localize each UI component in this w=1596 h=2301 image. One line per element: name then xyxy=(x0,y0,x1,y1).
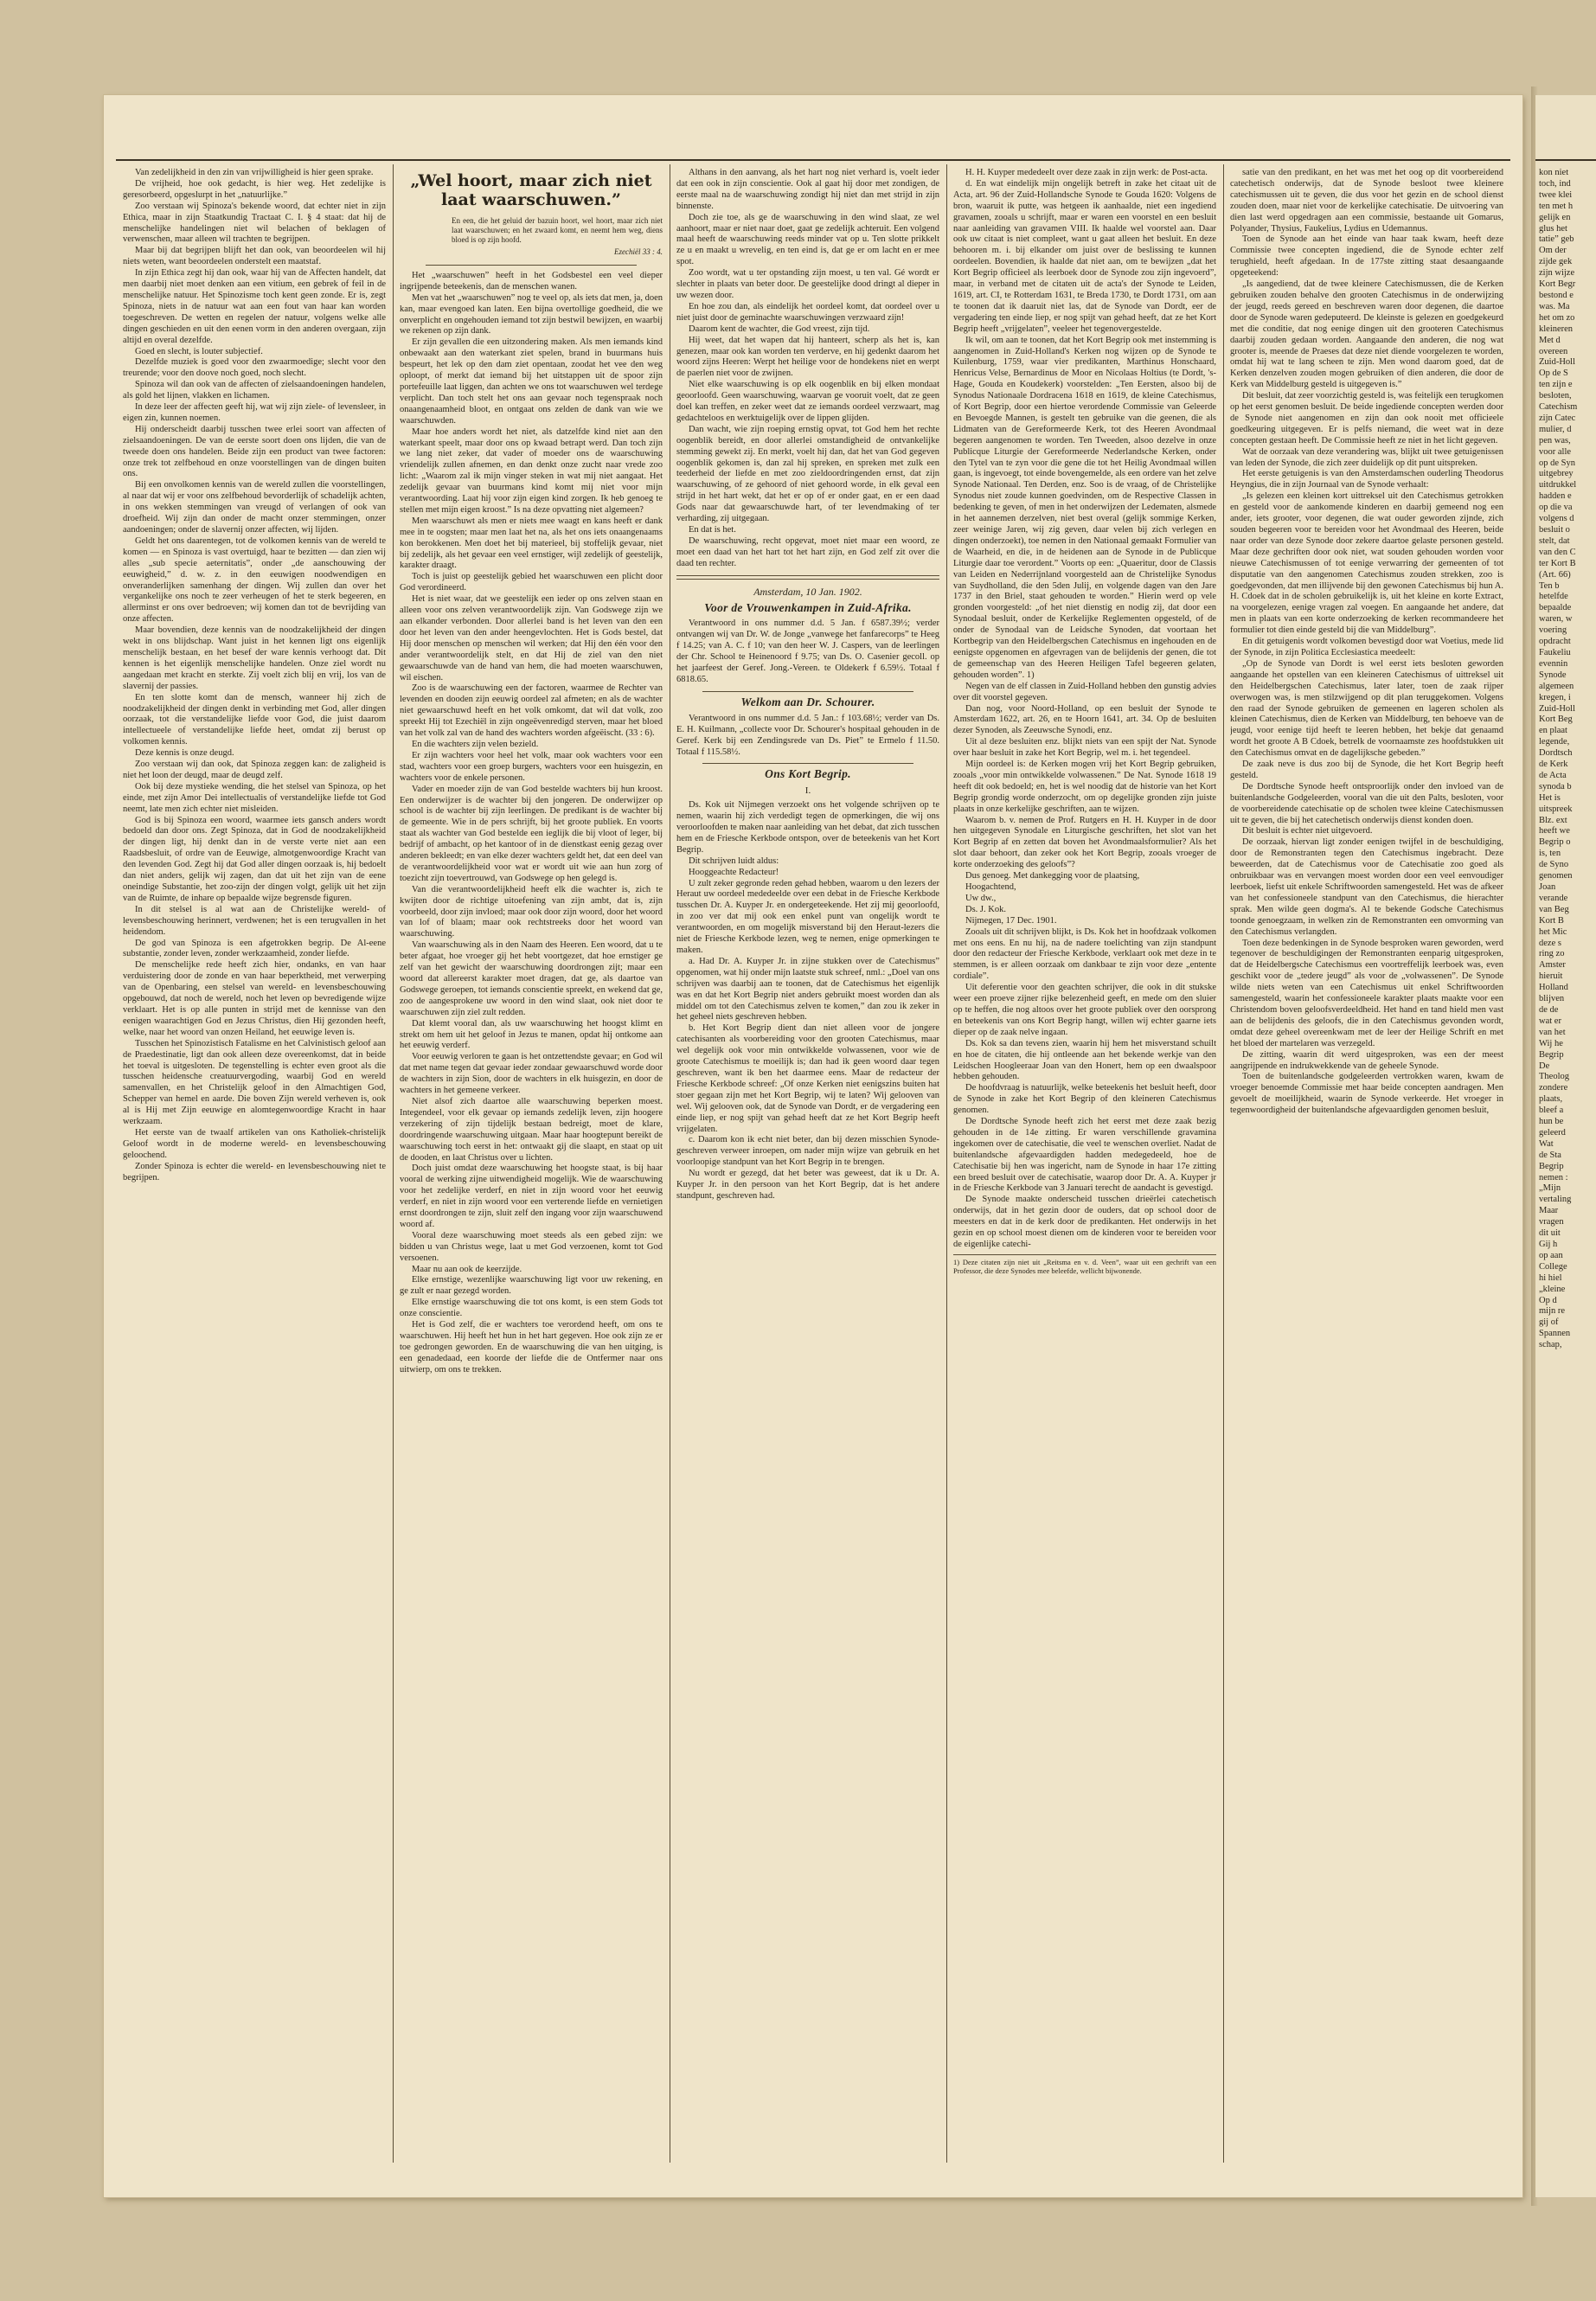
text-line-fragment: hun be xyxy=(1539,1117,1564,1127)
text-line-fragment: van Beg xyxy=(1539,904,1569,914)
paragraph: Mijn oordeel is: de Kerken mogen vrij het Kort Begrip gebruiken, zooals „voor min ontwikkelde volwassenen.” De Nat. Synode 1618 19 heeft dit ook bedoeld; en, het is wel noodig dat de historie van het Kort Begrip grondig worde onderzocht, om op degelijke gronden zijn juiste plaats in onze kerkelijke geschriften, aan te wijzen. xyxy=(953,760,1216,814)
text-line-fragment: toch, ind xyxy=(1539,178,1571,189)
column-divider-3 xyxy=(946,164,947,2163)
text-line-fragment: voor alle xyxy=(1539,446,1572,457)
paragraph: Men vat het „waarschuwen” nog te veel op, als iets dat men, ja, doen kan, maar evengoed kan laten. Een bijna overtollige goedheid, die we onverplicht en ongehouden iemand tot zijn bestwil bewijzen, en waarbij we rekenen op zijn dank. xyxy=(400,292,663,336)
column-5 xyxy=(1230,168,1503,2149)
paragraph: Dit schrijven luidt aldus: xyxy=(689,856,779,866)
next-page-column-fragment xyxy=(1539,168,1593,1351)
text-line-fragment: hadden e xyxy=(1539,491,1572,502)
text-line-fragment: Joan xyxy=(1539,882,1556,892)
text-line-fragment: ring zo xyxy=(1539,949,1565,959)
text-line-fragment: Begrip o xyxy=(1539,837,1571,848)
separator-line xyxy=(426,265,637,266)
paragraph: In zijn Ethica zegt hij dan ook, waar hij van de Affecten handelt, dat men daarbij niet moet denken aan een vitium, een gebrek of feil in de menschelijke natuur. Het Spinozisme toch kent geen zonde. Er is, zegt Spinoza, niets in de natuur wat aan een fout van haar kan worden toegeschreven. De wetten en regelen der natuur, volgens welke alle dingen geschieden en uit den eenen vorm in den anderen overgaan, zijn altijd en overal dezelfde. xyxy=(123,268,386,345)
text-line-fragment: op die va xyxy=(1539,503,1573,513)
text-line-fragment: dit uit xyxy=(1539,1228,1561,1239)
paragraph: b. Het Kort Begrip dient dan niet alleen voor de jongere catechisanten als voorbereiding voor den grooten Catechismus, maar wel degelijk ook voor min ontwikkelde volwassenen, voor wie de groote Catechismus te moeilijk is; dan had ik geen woord daar tegen geschreven, want ik ben het daarmee eens. Maar de redacteur der Friesche Kerkbode schreef: „Of onze Kerken niet eenigszins buiten hat stoer gegaan zijn met het Kort Begrip, wij te laten? Wij gelooven van wel. Wij gelooven ook, dat de Synode van Dordt, er de vergadering een einde liep, er nog spijt van gehad heeft dat ze het Kort Begrip heeft vrijgelaten. xyxy=(676,1023,939,1134)
paragraph: Deze kennis is onze deugd. xyxy=(135,748,234,759)
header-rule xyxy=(116,159,1510,161)
paragraph: Het is God zelf, die er wachters toe verordend heeft, om ons te waarschuwen. Hij heeft het hun in het hart gegeven. Hoe ook zijn ze er toe gedrongen geworden. En de waarschuwing die van hen uitging, is een genadedaad, een koorde der liefde die de Ontfermer naar ons uitwierp, om ons te trekken. xyxy=(400,1320,663,1375)
text-line-fragment: Op d xyxy=(1539,1295,1557,1305)
text-line-fragment: Maar xyxy=(1539,1206,1559,1216)
text-line-fragment: en plaat xyxy=(1539,726,1567,736)
text-line-fragment: de Acta xyxy=(1539,770,1567,780)
paragraph: Zooals uit dit schrijven blijkt, is Ds. Kok het in hoofdzaak volkomen met ons eens. En nu hij, na de nadere toelichting van zijn standpunt door den redacteur der Friesche Kerkbode, verklaart ook met deze in te stemmen, is er alleen oorzaak om dankbaar te zijn voor deze „entente cordiale”. xyxy=(953,926,1216,982)
paragraph: En die wachters zijn velen bezield. xyxy=(412,739,539,749)
paragraph: Niet elke waarschuwing is op elk oogenblik en bij elken mondaat geoorloofd. Geen waarschuwing, waarvan ge vooruit voelt, dat ze geen doel kan treffen, en zeker weet dat ze iemands oordeel verzwaart, mag gedachteloos en werktuigelijk over de lippen glijden. xyxy=(676,380,939,423)
paragraph: Goed en slecht, is louter subjectief. xyxy=(135,346,263,356)
paragraph: Spinoza wil dan ook van de affecten of zielsaandoeningen handelen, als gold het lijnen, vlakken en lichamen. xyxy=(123,380,386,401)
paragraph: Het „waarschuwen” heeft in het Godsbestel een veel dieper ingrijpende beteekenis, dan de menschen wanen. xyxy=(400,270,663,292)
text-line-fragment: Dordtsch xyxy=(1539,748,1573,759)
paragraph: Dit besluit, dat zeer voorzichtig gesteld is, was feitelijk een terugkomen op het eerst genomen besluit. De beide ingediende concepten werden door de Synode niet aangenomen en zijn dan ook nooit met officieele goedkeuring uitgegeven. Er is pelfs niemand, die weet wat in deze concepten gestaan heeft. De Commissie heeft ze niet in het licht gegeven. xyxy=(1230,391,1503,445)
text-line-fragment: vragen xyxy=(1539,1217,1564,1227)
text-line-fragment: overeen xyxy=(1539,346,1568,356)
paragraph: De waarschuwing, recht opgevat, moet niet maar een woord, ze moet een daad van het hart tot het hart zijn, en God zelf zit over die daad ten rechter. xyxy=(676,535,939,568)
paragraph: De zitting, waarin dit werd uitgesproken, was een der meest aangrijpende en indrukwekkende van de geheele Synode. xyxy=(1230,1049,1503,1071)
text-line-fragment: Op de S xyxy=(1539,369,1568,379)
paragraph: De zaak neve is dus zoo bij de Synode, die het Kort Begrip heeft gesteld. xyxy=(1230,760,1503,780)
text-line-fragment: stelt, dat xyxy=(1539,535,1570,546)
paragraph: Van die verantwoordelijkheid heeft elk die wachter is, zich te kwijten door de richtige uitoefening van zijn ambt, dat is, zijn voorbeeld, door zijn invloed; maar ook door zijn woord, door het woord van lof of blaam; maar ook rechtstreeks door het woord van waarschuwing. xyxy=(400,884,663,939)
text-line-fragment: De xyxy=(1539,1061,1550,1071)
paragraph: H. H. Kuyper mededeelt over deze zaak in zijn werk: de Post-acta. xyxy=(965,168,1208,177)
dateline: Amsterdam, 10 Jan. 1902. xyxy=(753,585,862,598)
paragraph: d. En wat eindelijk mijn ongelijk betreft in zake het citaat uit de Acta, art. 96 der Zuid-Hollandsche Synode te Gouda 1620: Volgens de bron, waaruit ik putte, was hetgeen ik aanhaalde, niet een ingediend gravamen, zooals u schrijft, maar er waren een voorstel en een besluit naar aanleiding van gravamen VIII. Ik haalde wel voorstel aan. Daar ook uw citaat is niet compleet, want u gaat alleen het besluit. En deze behooren m. i. bij elkander om juist over de beslissing te kunnen oordeelen. Bovendien, ik haalde dat niet aan, om te bewijzen „dat het Kort Begrip officieel als leerboek door de Synode zou zijn ingevoerd”, maar, in verband met de citaten uit de acta's der Synode te Leiden, 1619, art. CI, te Rotterdam 1631, te Breda 1730, te Dordt 1731, om aan te toonen dat ik daaruit niet las, dat de Synode van Dordt, eer de vergadering ten einde liep, er nog spijt van gehad heeft, dat ze het Kort Begrip heeft „vrijgelaten”, veeleer het tegenovergestelde. xyxy=(953,178,1216,334)
paragraph: En ten slotte komt dan de mensch, wanneer hij zich de noodzakelijkheid der dingen denkt in verbinding met God, aller dingen oorzaak, tot die verstandelijke liefde voor God, die juist daarom intellectueele of verstandelijke liefde heet, omdat zij berust op volkomen kennis. xyxy=(123,692,386,747)
text-line-fragment: is, ten xyxy=(1539,849,1561,859)
paragraph: Zoo is de waarschuwing een der factoren, waarmee de Rechter van levenden en dooden zijn eeuwig oordeel zal afmeten; en als de wachter niet gewaarschuwd heeft en het volk omkomt, dat wil dat volk, zoo spreekt Hij tot Ezechiël in zijn ongeëvenredigd sterven, maar het bloed van het volk zal van de hand des wachters worden afgeëischt. (33 : 6). xyxy=(400,683,663,739)
paragraph: Bij een onvolkomen kennis van de wereld zullen die voorstellingen, al naar dat wij er voor ons zelfbehoud bevorderlijk of schadelijk achten, in ons wekken stemmingen van vreugd of verlangen of ook van droefheid. Wij zijn dan onder de macht onzer stemmingen, onzer aandoeningen; onder de slavernij onzer affecten, wij lijden. xyxy=(123,480,386,535)
text-line-fragment: schap, xyxy=(1539,1340,1562,1350)
text-line-fragment: Synode xyxy=(1539,670,1567,680)
paragraph: Vooral deze waarschuwing moet steeds als een gebed zijn: we bidden u van Christus wege, laat u met God verzoenen, komt tot God versoenen. xyxy=(400,1230,663,1263)
section-heading-kort-begrip: Ons Kort Begrip. xyxy=(765,767,851,781)
paragraph: Nu wordt er gezegd, dat het beter was geweest, dat ik u Dr. A. Kuyper Jr. in den persoon van het Kort Begrip, dat is het andere standpunt, geschreven had. xyxy=(676,1169,939,1201)
paragraph: Dit besluit is echter niet uitgevoerd. xyxy=(1242,826,1373,836)
text-line-fragment: geleerd xyxy=(1539,1127,1566,1138)
text-line-fragment: glus het xyxy=(1539,223,1567,234)
text-line-fragment: kleineren xyxy=(1539,324,1574,334)
paragraph: Dus genoeg. Met dankegging voor de plaatsing, xyxy=(965,871,1140,881)
text-line-fragment: ten met h xyxy=(1539,201,1574,211)
text-line-fragment: synoda b xyxy=(1539,781,1572,792)
paragraph: Waarom b. v. nemen de Prof. Rutgers en H. H. Kuyper in de door hen uitgegeven Synodale en Liturgische geschriften, het slot van het Kort Begrip af en zetten dat boven het Avondmaalsformulier? Als het slot daar behoort, dan zeker ook het Kort Begrip, zooals vroeger de korte onderzoeking des geloofs”? xyxy=(953,815,1216,870)
paragraph: U zult zeker gegronde reden gehad hebben, waarom u den lezers der Heraut uw oordeel mededeelde over een debat in de Friesche Kerkbode tusschen Dr. A. Kuyper Jr. en ondergeteekende. Het zij mij geoorloofd, in zoo ver dat mij ook een enkel punt van ongelijk wordt te verantwoorden, en om mogelijk misverstand bij den Heraut-lezers die niet de Friesche Kerkbode lezen, weg te nemen, enige opmerkingen te maken. xyxy=(676,878,939,955)
paragraph: „Is aangediend, dat de twee kleinere Catechismussen, die de Kerken gebruiken zouden behalve den grooten Catechismus in de onderwijzing der jeugd, reeds gereed en beschreven waren door degenen, die daartoe door de Synode waren gedeputeerd. De kleinste is gelezen en goedgekeurd met die conditie, dat nog eenige dingen uit den grooteren Catechismus daarbij zouden gedaan worden. Aangaande den anderen, die nog wat grooter is, meende de Praeses dat deze niet diende voorgelezen te worden, omdat hij wat te lang scheen te zijn. Men wond daarom goed, dat de Kerken denzelven zouden mogen gebruiken of dien anderen, die door de Kerk van Middelburg gesteld is uitgegeven is.” xyxy=(1230,279,1503,390)
paragraph: Elke ernstige waarschuwing die tot ons komt, is een stem Gods tot onze conscientie. xyxy=(400,1298,663,1319)
paragraph: c. Daarom kon ik echt niet beter, dan bij dezen misschien Synode-geschreven verweer inroepen, om nader mijn wijze van gebruik en het voorloopige standpunt van het Kort Begrip in te brengen. xyxy=(676,1135,939,1168)
text-line-fragment: de Syno xyxy=(1539,860,1569,870)
text-line-fragment: Catechism xyxy=(1539,402,1578,413)
paragraph: Voor eeuwig verloren te gaan is het ontzettendste gevaar; en God wil dat met name tegen dat gevaar ieder zondaar gewaarschuwd worde door de wachters in zijn Sion, door de wachters in elk huisgezin, en door de wachters in het gemeene verkeer. xyxy=(400,1052,663,1096)
text-line-fragment: heeft we xyxy=(1539,826,1570,836)
paragraph: Dan wacht, wie zijn roeping ernstig opvat, tot God hem het rechte oogenblik bereidt, en door allerlei omstandigheid de ontvankelijke stemming gewekt zij. En merkt, voelt hij dan, dat het van God gegeven oogenblik gekomen is, dan zal hij spreken, en spreken met zulk een teederheid der liefde en met zoo zieldoordringenden ernst, dat zijn waarschuwing, of ze gehoord of niet gehoord worde, in elk geval een strijd in het hart wekt, dat het er op of er onder gaat, en er een daad Gods naar dat gewaarschuwde hart, of ter levendmaking of ter verharding, zij uitgegaan. xyxy=(676,424,939,524)
column-divider-1 xyxy=(393,164,394,2163)
paragraph: Hooggeachte Redacteur! xyxy=(689,867,779,877)
paragraph: Ds. Kok sa dan tevens zien, waarin hij hem het misverstand schuilt en hoe de citaten, die hij ontleende aan het bekende werkje van den Leidschen Hoogleeraar Joan van den Honert, hem op een dwaalspoor hebben gehouden. xyxy=(953,1038,1216,1082)
paragraph: Verantwoord in ons nummer d.d. 5 Jan.: f 103.68½; verder van Ds. E. H. Kuilmann, „collecte voor Dr. Schourer's hospitaal gehouden in de Geref. Kerk bij een Zendingsrede van Ds. Piet” te Ermelo f 11.50. Totaal f 115.58½. xyxy=(676,713,939,757)
paragraph: De oorzaak, hiervan ligt zonder eenigen twijfel in de beschuldiging, door de Remonstranten tegen den Catechismus ingebracht. Deze beweerden, dat de Catechismus voor de Catechisatie zoo goed als onbruikbaar was en vervangen moest worden door een veel eenvoudiger leerboek, liefst uit enkele Schriftwoorden samengesteld. Het was de afkeer van het confessioneele standpunt van den Catechismus, die hierachter sprak. Men wilde geen dogma's. Al te bekende Godsche Catechismus toonde genoegzaam, in welken zin de Remonstranten een omvorming van den Catechismus verlangden. xyxy=(1230,837,1503,937)
text-line-fragment: opdracht xyxy=(1539,637,1571,647)
text-line-fragment: kregen, i xyxy=(1539,692,1571,702)
text-line-fragment: mulier, d xyxy=(1539,424,1572,434)
text-line-fragment: zondere xyxy=(1539,1083,1568,1093)
text-line-fragment: op de Syn xyxy=(1539,458,1575,468)
paragraph: Althans in den aanvang, als het hart nog niet verhard is, voelt ieder dat een ook in zijn conscientie. Ook al gaat hij door met zondigen, de eerste maal na de waarschuwing zondigt hij niet dan met strijd in zijn binnenste. xyxy=(676,168,939,211)
column-divider-4 xyxy=(1223,164,1224,2163)
paragraph: De Dordtsche Synode heeft zich het eerst met deze zaak bezig gehouden in de 14e zitting. Er waren verschillende gravamina ingekomen over de catechisatie, die veel te wenschen overliet. Nadat de buitenlandsche afgevaardigden hadden medegedeeld, hoe de Catechisatie bij hen was ingericht, nam de Synode in haar 17e zitting een breed besluit over de catechisatie, waarop door Dr. A. A. Kuyper jr in de Friesche Kerkbode van 3 Januari terecht de aandacht is gevestigd. xyxy=(953,1117,1216,1194)
newspaper-page xyxy=(104,95,1522,2197)
paragraph: Ook bij deze mystieke wending, die het stelsel van Spinoza, op het einde, met zijn Amor Dei intellectualis of verstandelijke liefde tot God neemt, late men zich echter niet misleiden. xyxy=(123,781,386,814)
text-line-fragment: voering xyxy=(1539,625,1567,636)
separator-double-line xyxy=(676,575,939,580)
separator-line xyxy=(702,763,913,764)
text-line-fragment: Met d xyxy=(1539,335,1561,345)
text-line-fragment: bepaalde xyxy=(1539,603,1572,613)
article-headline: „Wel hoort, maar zich niet laat waarschuwen.” xyxy=(410,171,652,209)
paragraph: De god van Spinoza is een afgetrokken begrip. De Al-eene substantie, zonder leven, zonder werkzaamheid, zonder liefde. xyxy=(123,938,386,959)
text-line-fragment: Spannen xyxy=(1539,1329,1571,1339)
paragraph: Zoo verstaan wij Spinoza's bekende woord, dat echter niet in zijn Ethica, maar in zijn Staatkundig Tractaat C. I. § 4 staat: dat hij de menschelijke handelingen niet wil belachen of beklagen of verwenschen, maar alleen wil trachten te begrijpen. xyxy=(123,201,386,245)
text-line-fragment: Holland xyxy=(1539,983,1568,993)
text-line-fragment: besloten, xyxy=(1539,391,1572,401)
text-line-fragment: pen was, xyxy=(1539,435,1571,445)
text-line-fragment: waren, w xyxy=(1539,614,1573,625)
text-line-fragment: nemen : xyxy=(1539,1172,1568,1183)
text-line-fragment: legende, xyxy=(1539,737,1570,747)
paragraph: In dit stelsel is al wat aan de Christelijke wereld- of levensbeschouwing herinnert, verdwenen; het is een terugvallen in het heidendom. xyxy=(123,904,386,937)
section-heading-schourer: Welkom aan Dr. Schourer. xyxy=(740,695,875,708)
text-line-fragment: op aan xyxy=(1539,1250,1563,1260)
column-2 xyxy=(400,168,663,2149)
paragraph: De Dordtsche Synode heeft ontsproorlijk onder den invloed van de buitenlandsche Godgeleerden, vooral van die uit den Palts, besloten, voor de voorbereidende catechisatie op de scholen twee kleine Catechismussen uit te geven, die bij het catechetisch onderwijs dienst konden doen. xyxy=(1230,781,1503,825)
paragraph: Maar bovendien, deze kennis van de noodzakelijkheid der dingen wekt in ons blijdschap. Want juist in het kennen ligt ons eigenlijk menschelijk bestaan, en het besef der ware kennis verhoogt dat. Dit kennen is het eigenlijk menschelijke handelen. Onze ziel wordt nu aangedaan met kracht en sterkte. Zij voelt zich blij en vrij, los van de slavernij der passies. xyxy=(123,625,386,691)
paragraph: Doch juist omdat deze waarschuwing het hoogste staat, is bij haar vooral de werking zijne uitwendigheid mogelijk. Wie de waarschuwing voor het zedelijke verderf, en niet in zijn woord voor het eeuwig verderf, en niet in zijn woord voor een verterende liefde en vernietigen ernst doordrongen te zijn, sluit zelf den ingang voor zijn waarschuwend woord af. xyxy=(400,1163,663,1229)
paragraph: Geldt het ons daarentegen, tot de volkomen kennis van de wereld te komen — en Spinoza is vast overtuigd, haar te bezitten — dan zien wij alles „sub specie aeternitatis”, onder „de aanschouwing der eeuwigheid,” d. w. z. in den eeuwigen noodwendigen en onveranderlijken samenhang der dingen. Wij zullen dan over het vergankelijke ons noch te zeer verheugen of het te sterk begeeren, en allerminst er ons over bedroeven; wij komen dan tot de bevrijding van onze affecten. xyxy=(123,535,386,625)
text-line-fragment: ter Kort B xyxy=(1539,558,1576,568)
text-line-fragment: Gij h xyxy=(1539,1240,1558,1249)
text-line-fragment: Ten b xyxy=(1539,580,1560,591)
paragraph: Zonder Spinoza is echter die wereld- en levensbeschouwing niet te begrijpen. xyxy=(123,1161,386,1183)
text-line-fragment: deze s xyxy=(1539,938,1561,948)
paragraph: God is bij Spinoza een woord, waarmee iets gansch anders wordt bedoeld dan door ons. Zegt Spinoza, dat in God de noodzakelijkheid der dingen ligt, hij denkt dan in de verste verte niet aan een Raadsbesluit, of ordre van de Eeuwige, almotgenwoordige Kracht van den levenden God. Zegt hij dat God aller dingen oorzaak is, hij bedoelt dan niet anders, gelijk wij zagen, dan dat uit het zijn van de eene oneindige Substantie, het zoo-zijn der dingen volgt, gelijk uit het zijn van de Ruimte, de inhare op bepaalde wijze begrensde figuren. xyxy=(123,815,386,903)
text-line-fragment: van den C xyxy=(1539,547,1576,557)
paragraph: „Is gelezen een kleinen kort uittreksel uit den Catechismus getrokken en gesteld voor de aankomende kinderen en daarbij gemeend nog een ander, iets grooter, voor degenen, die wat ouder geworden zijnde, zich souden begeeren voor te bereiden voor het Avondmaal des Heeren, beide naar order van deze Synode door zekere daartoe gelaste personen gesteld. Maar deze gechriften door ook niet, wat souden gehouden worden voor nieuwe Catechismussen of tot eenige verwarring der gemeenten of tot disputatie van den aangenomen Catechismus zouden strekken, zoo is goedgevonden, dat men illijvende bij den gewonen Catechismus bij hun A. H. Cdoek dat in de scholen gebruikelijk is, uit het kleine en korte Extract, na voorgelezen, eenige vragen zal voegen. En aangaande het andere, dat men in plaats van een korte onderzoeking de kerken recommandeere het formulier tot dien einde gesteld bij die van Middelburg”. xyxy=(1230,491,1503,636)
paragraph: Hij weet, dat het wapen dat hij hanteert, scherp als het is, kan genezen, maar ook kan worden ten verderve, en hij gedenkt daarom het woord zijns Heeren: Werpt het heilige voor de hondekens niet en werpt de paerlen niet voor de zwijnen. xyxy=(676,335,939,379)
next-page-edge xyxy=(1535,95,1596,2197)
text-line-fragment: Kort Begr xyxy=(1539,279,1576,290)
section-number: I. xyxy=(804,785,811,797)
paragraph: Hoogachtend, xyxy=(965,882,1016,892)
text-line-fragment: bestond e xyxy=(1539,290,1574,300)
text-line-fragment: Wij he xyxy=(1539,1038,1563,1048)
paragraph: Ds. J. Kok. xyxy=(965,904,1006,914)
paragraph: Er zijn gevallen die een uitzondering maken. Als men iemands kind onbewaakt aan den waterkant ziet spelen, brand in buurmans huis bespeurt, het lek op den dam ziet opentaan, zoodat het vee den weg oploopt, of merkt dat iemand bij het uitstappen uit de spoor zijn portefeuille laat liggen, dan achten we ons tot waarschuwen wel terdege verplicht. Dan toch stelt het ons aan gevaar noch tegenspraak noch onaangenaamheid bloot, en ontgaat ons zelden de dank van wie we waarschuwden. xyxy=(400,337,663,426)
paragraph: Dan nog, voor Noord-Holland, op een besluit der Synode te Amsterdam 1622, art. 26, en te Hoorn 1641, art. 34. Op de besluiten dezer Synoden, als Zeeuwsche Synodi, enz. xyxy=(953,703,1216,736)
paragraph: Daarom kent de wachter, die God vreest, zijn tijd. xyxy=(689,324,870,334)
paragraph: In deze leer der affecten geeft hij, wat wij zijn ziele- of levensleer, in eigen zin, kunnen noemen. xyxy=(123,402,386,423)
paragraph: Toen deze bedenkingen in de Synode besproken waren geworden, werd tegenover de beschuldigingen der Remonstranten eenparig uitgesproken, dat de Heidelbergsche Catechismus een voortreffelijk leerboek was, even geschikt voor de „tedere jeugd” als voor de „volwassenen”. De Synode wilde niets weten van een Catechismus uit enkel Schriftwoorden samengesteld, waarin het confessioneele karakter plaats maakte voor een Christendom boven geloofsverdeeldheid. Het hand en tand hield men vast aan de belijdenis des geloofs, die in den Catechismus gevonden wordt, omdat deze geheel overeenkwam met de leer der Heilige Schrift en met het bloed der martelaren was verzegeld. xyxy=(1230,938,1503,1048)
text-line-fragment: gelijk en xyxy=(1539,212,1571,222)
paragraph: Het eerste getuigenis is van den Amsterdamschen ouderling Theodorus Heyngius, die in zijn Journaal van de Synode verhaalt: xyxy=(1230,469,1503,490)
paragraph: Uit al deze besluiten enz. blijkt niets van een spijt der Nat. Synode over haar besluit in zake het Kort Begrip, wel m. i. het tegendeel. xyxy=(953,737,1216,759)
paragraph: Hij onderscheidt daarbij tusschen twee erlei soort van affecten of zielsaandoeningen. De van de eerste soort doen ons lijden, die van de tweede doen ons handelen. Beide zijn een product van twee factoren: onze trek tot zelfbehoud en onze voorstellingen van de dingen buiten ons. xyxy=(123,424,386,479)
text-line-fragment: hi hiel xyxy=(1539,1272,1562,1283)
paragraph: Tusschen het Spinozistisch Fatalisme en het Calvinistisch geloof aan de Praedestinatie, ligt dan ook alleen deze overeenkomst, dat in beide het toeval is uitgesloten. De tegenstelling is echter even groot als die tusschen heidensche creatuurvergoding, waarbij God en wereld samenvallen, en het Christelijk geloof in den Almachtigen God, Schepper van hemel en aarde. Die boven Zijn wereld verheven is, ook al is Hij met Zijn eeuwige en alomtegenwoordige Kracht in haar werkzaam. xyxy=(123,1038,386,1127)
paragraph: Uw dw., xyxy=(965,893,997,903)
text-line-fragment: volgens d xyxy=(1539,514,1574,524)
text-line-fragment: Theolog xyxy=(1539,1072,1569,1082)
text-line-fragment: evennin xyxy=(1539,658,1568,669)
text-line-fragment: Kort Beg xyxy=(1539,715,1573,725)
paragraph: Vader en moeder zijn de van God bestelde wachters bij hun kroost. Een onderwijzer is de wachter bij den jongeren. De onderwijzer op school is de wachter bij zijn leerlingen. De predikant is de wachter bij de gemeente. Wie in de pers schrijft, bij het groote publiek. En voorts staat als wachter van God bestelde een ieglijk die bij vloot of leger, bij bedrijf of ambacht, op het kantoor of in de dienstkast eenig gezag over anderen bekleedt; en van elke dezer wachters geldt het, dat een deel van de verantwoordelijkheid voor wat er wordt uit wie aan hun zorg of toezicht zijn toevertrouwd, van Godswege op hen gelegd is. xyxy=(400,784,663,883)
paragraph: Toen de buitenlandsche godgeleerden vertrokken waren, kwam de vroeger benoemde Commissie met haar beide concepten aandragen. Men gevoelt de moeilijkheid, waarin de Synode verkeerde. Het vroeger in tegenwoordigheid der buitenlandsche afgevaardigden genomen besluit, xyxy=(1230,1072,1503,1116)
paragraph: Verantwoord in ons nummer d.d. 5 Jan. f 6587.39½; verder ontvangen wij van Dr. W. de Jonge „vanwege het fanfarecorps” te Heeg f 14.25; van A. C. f 10; van den heer W. J. Caspers, van de leerlingen der Chr. School te Heinenoord f 9.75; van Ds. O. Casenier gecoll. op het jaarfeest der Geref. Jong.-Vereen. te Oldekerk f 6.59½. Totaal f 6818.65. xyxy=(676,619,939,684)
paragraph: Het eerste van de twaalf artikelen van ons Katholiek-christelijk Geloof wordt in de moderne wereld- en levensbeschouwing geloochend. xyxy=(123,1127,386,1160)
text-line-fragment: College xyxy=(1539,1261,1567,1272)
paragraph: Dezelfde muziek is goed voor den zwaarmoedige; slecht voor den treurende; voor den doove noch goed, noch slecht. xyxy=(123,357,386,379)
text-line-fragment: Begrip xyxy=(1539,1049,1564,1060)
text-line-fragment: Het is xyxy=(1539,792,1561,803)
section-heading-vrouwenkampen: Voor de Vrouwenkampen in Zuid-Afrika. xyxy=(704,600,912,614)
text-line-fragment: het om zo xyxy=(1539,312,1575,323)
paragraph: Toen de Synode aan het einde van haar taak kwam, heeft deze Commissie twee concepten ingediend, die de Synode echter zelf terughield, heeft afgedaan. In de 177ste zitting staat desaangaande opgeteekend: xyxy=(1230,234,1503,279)
next-page-header-rule xyxy=(1535,159,1596,161)
paragraph: Er zijn wachters voor heel het volk, maar ook wachters voor een stad, wachters voor een groep burgers, wachters voor een huisgezin, en wachters voor de enkele personen. xyxy=(400,750,663,783)
paragraph: Nijmegen, 17 Dec. 1901. xyxy=(965,915,1057,926)
text-line-fragment: algemeen xyxy=(1539,681,1574,691)
paragraph: Niet alsof zich daartoe alle waarschuwing beperken moest. Integendeel, voor elk gevaar op iemands zedelijk leven, zijn hoogere verzekering of zijn tijdelijk bestaan bedreigt, moet de klare, doordringende waarschuwing uitgaan. Maar haar hoogtepunt bereikt de waarschuwing toch eerst in het: ontwaakt gij die slaapt, en staat op uit de dooden, en laat Christus over u lichten. xyxy=(400,1096,663,1163)
text-line-fragment: het Mic xyxy=(1539,926,1567,937)
text-line-fragment: van het xyxy=(1539,1027,1566,1037)
text-line-fragment: tatie” geb xyxy=(1539,234,1574,245)
paragraph: Elke ernstige, wezenlijke waarschuwing ligt voor uw rekening, en ge zult er naar gezegd worden. xyxy=(400,1275,663,1297)
text-line-fragment: twee klei xyxy=(1539,189,1573,200)
paragraph: En hoe zou dan, als eindelijk het oordeel komt, dat oordeel over u niet juist door de geminachte waarschuwingen verzwaard zijn! xyxy=(676,301,939,323)
paragraph: Zoo verstaan wij dan ook, dat Spinoza zeggen kan: de zaligheid is niet het loon der deugd, maar de deugd zelf. xyxy=(123,760,386,780)
text-line-fragment: Zuid-Holl xyxy=(1539,703,1575,714)
text-line-fragment: uitdrukkel xyxy=(1539,480,1577,490)
text-line-fragment: Begrip xyxy=(1539,1161,1564,1171)
paragraph: Uit deferentie voor den geachten schrijver, die ook in dit stukske weer een proeve zijner rijke belezenheid geeft, en mede om den sluier op te heffen, die nog altoos over het groote publiek over den oorsprong en beteekenis van ons Kort Begrip hangt, willen wij echter gaarne iets dieper op de zaak nelve ingaan. xyxy=(953,983,1216,1037)
paragraph: Van waarschuwing als in den Naam des Heeren. Een woord, dat u te beter afgaat, hoe vroeger gij het hebt voortgezet, dat hoe ernstiger ge zelf van het gewicht der waarschuwing doordrongen zijt; maar een woord dat allereerst karakter moet dragen, dat ge, als daartoe van Godswege geroepen, tot iemands conscientie spreekt, en wekend dat ge, zoo de aangesprokene uw woord in den wind slaat, ook niet door te waarschuwen zijn ziel zult redden. xyxy=(400,940,663,1017)
text-line-fragment: zijn Catec xyxy=(1539,413,1576,423)
paragraph: Men waarschuwt als men er niets mee waagt en kans heeft er dank mee in te oogsten; maar men laat het na, als het ons iets onaangenaams kon berokkenen. Men doet het bij materieel, bij stoffelijk gevaar, niet bij zedelijk, als het gevaar een veel ernstiger, wijl zedelijk of geestelijk, karakter draagt. xyxy=(400,516,663,571)
paragraph: Dat klemt vooral dan, als uw waarschuwing het hoogst klimt en strekt om hem uit het geloof in Jezus te manen, opdat hij ontkome aan het eeuwig verderf. xyxy=(400,1018,663,1051)
paragraph: En dat is het. xyxy=(689,525,736,535)
bible-reference: Ezechiël 33 : 4. xyxy=(614,247,663,256)
text-line-fragment: genomen xyxy=(1539,871,1573,881)
paragraph: De vrijheid, hoe ook gedacht, is hier weg. Het zedelijke is geresorbeerd, opgeslurpt in het „natuurlijke.” xyxy=(123,178,386,200)
column-1 xyxy=(123,168,386,2149)
text-line-fragment: Faukeliu xyxy=(1539,647,1571,657)
text-line-fragment: Amster xyxy=(1539,960,1566,971)
paragraph: Negen van de elf classen in Zuid-Holland hebben den gunstig advies over dit voorstel gegeven. xyxy=(953,681,1216,702)
text-line-fragment: Om der xyxy=(1539,246,1567,256)
text-line-fragment: vertaling xyxy=(1539,1195,1572,1205)
paragraph: De hoofdvraag is natuurlijk, welke beteekenis het besluit heeft, door de Synode in zake het Kort Begrip of den kleineren Catechismus genomen. xyxy=(953,1083,1216,1116)
text-line-fragment: Blz. ext xyxy=(1539,815,1567,825)
text-line-fragment: de Sta xyxy=(1539,1150,1561,1160)
text-line-fragment: blijven xyxy=(1539,994,1565,1004)
text-line-fragment: Wat xyxy=(1539,1138,1554,1149)
text-line-fragment: uitgebrey xyxy=(1539,469,1574,479)
separator-line xyxy=(702,691,913,692)
paragraph: De menschelijke rede heeft zich hier, ondanks, en van haar verduistering door de zonde en van haar beperktheid, met verwerping van de Openbaring, een stelsel van wereld- en levensbeschouwing opgebouwd, dat noch de wereld, noch het leven op bevredigende wijze verklaart. Het is op alle punten in strijd met de kennisse van den eenigen waarachtigen God en Jezus Christus, dien Hij gezonden heeft, welke, naar het woord van onzen Heiland, het eeuwige leven is. xyxy=(123,960,386,1037)
text-line-fragment: hetelfde xyxy=(1539,592,1568,602)
text-line-fragment: wat er xyxy=(1539,1016,1561,1026)
footnote: 1) Deze citaten zijn niet uit „Reitsma en v. d. Veen”, waar uit een gechrift van een Professor, die deze Synodes mee beleefde, wellicht bijwonende. xyxy=(953,1254,1216,1275)
column-3 xyxy=(676,168,939,2149)
paragraph: Wat de oorzaak van deze verandering was, blijkt uit twee getuigenissen van leden der Synode, die zich zeer duidelijk op dit punt uitspreken. xyxy=(1230,446,1503,468)
paragraph: Toch is juist op geestelijk gebied het waarschuwen een plicht door God verordineerd. xyxy=(400,572,663,593)
text-line-fragment: besluit o xyxy=(1539,525,1570,535)
text-line-fragment: de de xyxy=(1539,1004,1559,1015)
column-4 xyxy=(953,168,1216,2149)
paragraph: Maar bij dat begrijpen blijft het dan ook, van beoordeelen wil hij niets weten, want beoordeelen onderstelt een maatstaf. xyxy=(123,246,386,267)
text-line-fragment: uitspreek xyxy=(1539,804,1573,814)
text-line-fragment: plaats, xyxy=(1539,1094,1563,1105)
text-line-fragment: Kort B xyxy=(1539,915,1564,926)
text-line-fragment: zijde gek xyxy=(1539,257,1573,267)
text-line-fragment: Zuid-Holl xyxy=(1539,357,1575,368)
text-line-fragment: „kleine xyxy=(1539,1284,1566,1294)
paragraph: Maar nu aan ook de keerzijde. xyxy=(412,1264,522,1274)
paragraph: „Op de Synode van Dordt is wel eerst iets besloten geworden aangaande het opstellen van een kleineren Catechismus of uittreksel uit den Heidelbergschen Catechismus, later later, toen de zaak rijper overwogen was, is men stilzwijgend op dit plan teruggekomen. Volgens den raad der Synode gebruiken de gemeenen en lageren scholen als kleinen Catechismus, dien de Kerken van Middelburg, ten behoeve van de jeugd, voor eenige tijd heeft te leeren hebben, het bekje dat genaamd wordt het groote A B Cdoek, betrelk de voornaamste zes hoofdstukken uit den Catechismus omvat en de dagelijksche gebeden.” xyxy=(1230,658,1503,759)
paragraph: a. Had Dr. A. Kuyper Jr. in zijne stukken over de Catechismus” opgenomen, wat hij onder mijn laatste stuk schreef, nml.: „Doel van ons schrijven was daarbij aan te toonen, dat de Catechismus het eigenlijk was en dat het Kort Begrip niet anders gebruikt moest worden dan als middel om tot den Catechismus zelven te komen,” dan zou ik zeker in het geheel niets geschreven hebben. xyxy=(676,956,939,1022)
paragraph: Doch zie toe, als ge de waarschuwing in den wind slaat, ze wel aanhoort, maar er niet naar doet, gaat ge zedelijk achteruit. Een volgend maal heeft de waarschuwing reeds minder vat op u. Ten slotte prikkelt ze u en maakt u wrevelig, en ten eind is, dat ge er om lacht en er mee spot. xyxy=(676,212,939,267)
paragraph: Zoo wordt, wat u ter opstanding zijn moest, u ten val. Gé wordt er slechter in plaats van beter door. De geestelijke dood dringt al dieper in uw wezen door. xyxy=(676,268,939,300)
text-line-fragment: bleef a xyxy=(1539,1106,1564,1116)
paragraph: Maar hoe anders wordt het niet, als datzelfde kind niet aan den waterkant speelt, maar door ons op kwaad betrapt werd. Dan toch zijn we lang niet zeker, dat vader of moeder ons de waarschuwing vriendelijk zullen afnemen, en dan denkt onze zucht naar vrede zoo licht: „Waarom zal ik mijn vinger steken in wat mij niet aangaat. Het zedelijk gevaar van buurmans kind komt mij niet voor mijn verantwoording. Laat hij voor zijn eigen kind zorgen. Ik heb genoeg te stellen met mijn eigen kroost.” Is na deze opvatting niet algemeen? xyxy=(400,426,663,515)
text-line-fragment: mijn re xyxy=(1539,1306,1566,1317)
text-line-fragment: de Kerk xyxy=(1539,760,1568,770)
text-line-fragment: ten zijn e xyxy=(1539,380,1573,390)
text-line-fragment: verande xyxy=(1539,893,1568,903)
text-line-fragment: kon niet xyxy=(1539,168,1569,177)
paragraph: De Synode maakte onderscheid tusschen drieërlei catechetisch onderwijs, dat in het gezin door de ouders, dat op school door de meesters en dat in de kerk door de predikanten. Het onderwijs in het gezin en op school moest dienen om de kinderen voor te bereiden voor de eigenlijke catechi- xyxy=(953,1195,1216,1249)
text-line-fragment: zijn wijze xyxy=(1539,268,1575,279)
text-line-fragment: hieruit xyxy=(1539,971,1563,982)
paragraph: satie van den predikant, en het was met het oog op dit voorbereidend catechetisch onderwijs, dat de Synode besloot twee kleinere catechismussen uit te geven, die dus voor het gezin en de school dienst zouden doen, maar niet voor de kerkelijke catechisatie. De uitvoering van dien last werd opgedragen aan een commissie, bestaande uit Gomarus, Polyander, Thysius, Faukelius, Lydius en Udemannus. xyxy=(1230,168,1503,234)
paragraph: Van zedelijkheid in den zin van vrijwilligheid is hier geen sprake. xyxy=(135,168,374,177)
paragraph: Ds. Kok uit Nijmegen verzoekt ons het volgende schrijven op te nemen, waarin hij zich verdedigt tegen de opmerkingen, die wij ons veroorloofden te maken naar aanleiding van het debat, dat zich tusschen hem en de Friesche Kerkbode ontspon, over de beteekenis van het Kort Begrip. xyxy=(676,800,939,855)
text-line-fragment: „Mijn xyxy=(1539,1183,1561,1194)
text-line-fragment: (Art. 66) xyxy=(1539,569,1571,580)
paragraph: Het is niet waar, dat we geestelijk een ieder op ons zelven staan en alleen voor ons zelven verantwoordelijk zijn. Van Godswege zijn we aan elkander verbonden. Door allerlei band is het leven van den een door het leven van den ander heengevlochten. Het is Gods bestel, dat Hij door menschen op menschen wil werken; dat Hij den één voor den ander verantwoordelijk stelt, en dat Hij de ziel van den niet gewaarschuwde van de hand van hem, die had moeten waarschuwen, wil eischen. xyxy=(400,594,663,683)
text-line-fragment: gij of xyxy=(1539,1317,1559,1328)
text-line-fragment: was. Ma xyxy=(1539,301,1570,311)
paragraph: Ik wil, om aan te toonen, dat het Kort Begrip ook met instemming is aangenomen in Zuid-Holland's Kerken nog wijzen op de Synode te Kuilenburg, 1759, waar vier predikanten, Marthinus Honschaard, Henricus Velse, Bernardinus de Moor en Nicolaas Holtius (te Dordt, 's-Hage, Gouda en Koudekerk) voorstelden: „Ten Eersten, alsoo bij de Synodus Nationaale Dordracena 1618 en 1619, de kleine Catechismus, of Kort Begrip, door een hiertoe verordende Commissie van Geleerde en Bevoegde Mannen, is gestelt ten gebruike van die geenen, die als Lidmaten van de Gereformeerde Kerk, tot des Heeren Avondmaal begeren aangenomen te worden. Ten Tweeden, alsoo dezelve in onze Publicque Liturgie der Gereformeerde Nederlandsche Kerken, onder den Tytel van te zyn voor die gene die tot het Heilig Avondmaal willen gaan, is ingevoegt, tot einde bovengemelde, als een ordere van het zelve Synode Nationaal. Ten Derden, enz. Soo is de vraag, of de Christelijke Synodus niet zoude kunnen goedvinden, om de Respective Classen in bedenking te geven, of men in het onderwijzen der Ledematen, alsmede in het aannemen derzelven, niet best overal (gelijk sommige Kerken, zeer weinige Jaren, wij zig geven, daar velen bij zich verlegen en dingen onderzoekt), toe nemen in den Nationaal gemaakt Formulier van de Waarheid, en die, in de heidenen aan de Synode in de Publicque Liturgie daar toe verordent.” Voorts op een: „Quaeritur, door de Classis van Leiden en Nederrijnland voorgesteld aan de Christelijke Synodus van Suydholland, die den 5den Julij, en volgende dagen van den Jare 1737 in den Briel, staat gehouden te worden.” Hierin werd op vele gronden voorgesteld: „of het niet dienstig en nodig zij, dat door een Synodaal besluit, onder de Kerkelijke Reglementen opgesteld, of de onder de Synodaal van de Leidsche Synoden, dat voortaan het Kortbegrip van den Heidelbergschen Catechismus en ingehouden en de eenigste opgenomen en afgevragen van de belijdenis der genen, die tot de gemeenschap van des Heeren Heiligen Tafel begeeren gelaten, gehouden worden”. 1) xyxy=(953,335,1216,680)
paragraph: En dit getuigenis wordt volkomen bevestigd door wat Voetius, mede lid der Synode, in zijn Politica Ecclesiastica meedeelt: xyxy=(1230,637,1503,657)
bible-epigraph: En een, die het geluid der bazuin hoort, wel hoort, maar zich niet laat waarschuwen; en het zwaard komt, en neemt hem weg, diens bloed is op zijn hoofd. xyxy=(452,216,663,244)
